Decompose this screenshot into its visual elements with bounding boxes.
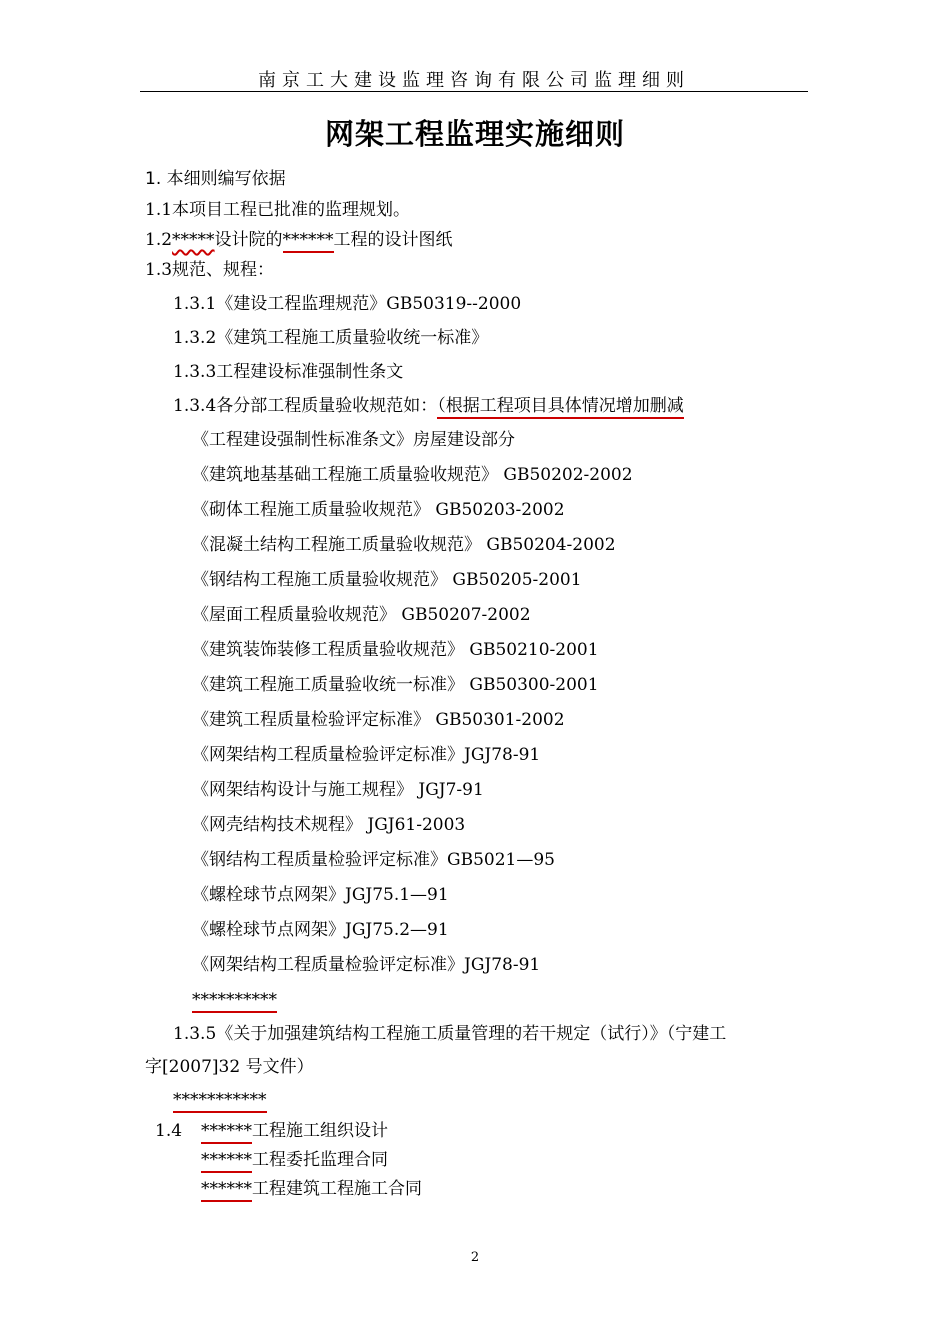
item-1-4-text: 工程施工组织设计	[252, 1121, 388, 1141]
standard-item: 《建筑装饰装修工程质量验收规范》 GB50210-2001	[192, 640, 599, 660]
item-1-4-row	[201, 1120, 388, 1142]
item-1-2-middle: 设计院的	[214, 230, 283, 250]
item-1-3-4	[173, 395, 684, 417]
masked-placeholder	[192, 989, 277, 1011]
standard-item: 《建筑地基基础工程施工质量验收规范》 GB50202-2002	[192, 465, 633, 485]
item-1-4-row	[201, 1149, 388, 1171]
standard-item: 《网架结构工程质量检验评定标准》JGJ78-91	[192, 955, 541, 975]
item-1-3-5-line1: 1.3.5《关于加强建筑结构工程施工质量管理的若干规定（试行）》（宁建工	[173, 1024, 727, 1044]
item-1-4-prefix: 1.4	[155, 1121, 183, 1141]
item-1-3-3: 1.3.3工程建设标准强制性条文	[173, 362, 404, 382]
section-heading: 1. 本细则编写依据	[145, 169, 286, 189]
item-1-3-1: 1.3.1《建设工程监理规范》GB50319--2000	[173, 294, 522, 314]
item-1-2-prefix: 1.2	[145, 230, 173, 250]
item-1-3-5-line2: 字[2007]32 号文件）	[145, 1057, 314, 1077]
standard-item: 《建筑工程质量检验评定标准》 GB50301-2002	[192, 710, 565, 730]
document-title: 网架工程监理实施细则	[324, 117, 625, 151]
masked-project-name: ******	[283, 230, 334, 253]
masked-designer-name: *****	[172, 230, 215, 250]
standard-item: 《螺栓球节点网架》JGJ75.2—91	[192, 920, 449, 940]
item-1-3: 1.3规范、规程：	[145, 260, 275, 280]
page-number: 2	[470, 1250, 480, 1265]
item-1-4-text: 工程建筑工程施工合同	[252, 1179, 422, 1199]
masked-placeholder	[173, 1089, 267, 1111]
masked-project-name: ******	[201, 1179, 252, 1202]
item-1-2-suffix: 工程的设计图纸	[333, 230, 453, 250]
masked-text: ***********	[173, 1090, 267, 1113]
header-rule	[140, 91, 808, 92]
running-header: 南京工大建设监理咨询有限公司监理细则	[258, 70, 690, 91]
item-1-3-2: 1.3.2《建筑工程施工质量验收统一标准》	[173, 328, 489, 348]
item-1-4-text: 工程委托监理合同	[252, 1150, 388, 1170]
masked-text: **********	[192, 990, 277, 1013]
standard-item: 《螺栓球节点网架》JGJ75.1—91	[192, 885, 449, 905]
standard-item: 《建筑工程施工质量验收统一标准》 GB50300-2001	[192, 675, 599, 695]
standard-item: 《钢结构工程质量检验评定标准》GB5021—95	[192, 850, 555, 870]
item-1-3-4-prefix: 1.3.4各分部工程质量验收规范如：	[173, 396, 438, 416]
item-1-4-row	[201, 1178, 422, 1200]
item-1-3-4-note: （根据工程项目具体情况增加删减	[437, 396, 684, 419]
item-1-1: 1.1本项目工程已批准的监理规划。	[145, 200, 411, 220]
standard-item: 《混凝土结构工程施工质量验收规范》 GB50204-2002	[192, 535, 616, 555]
standard-item: 《网壳结构技术规程》 JGJ61-2003	[192, 815, 466, 835]
standard-item: 《工程建设强制性标准条文》房屋建设部分	[192, 430, 515, 450]
masked-project-name: ******	[201, 1150, 252, 1173]
masked-project-name: ******	[201, 1121, 252, 1144]
standard-item: 《钢结构工程施工质量验收规范》 GB50205-2001	[192, 570, 582, 590]
standard-item: 《网架结构工程质量检验评定标准》JGJ78-91	[192, 745, 541, 765]
standard-item: 《屋面工程质量验收规范》 GB50207-2002	[192, 605, 531, 625]
standard-item: 《砌体工程施工质量验收规范》 GB50203-2002	[192, 500, 565, 520]
standard-item: 《网架结构设计与施工规程》 JGJ7-91	[192, 780, 484, 800]
item-1-2	[145, 229, 453, 251]
